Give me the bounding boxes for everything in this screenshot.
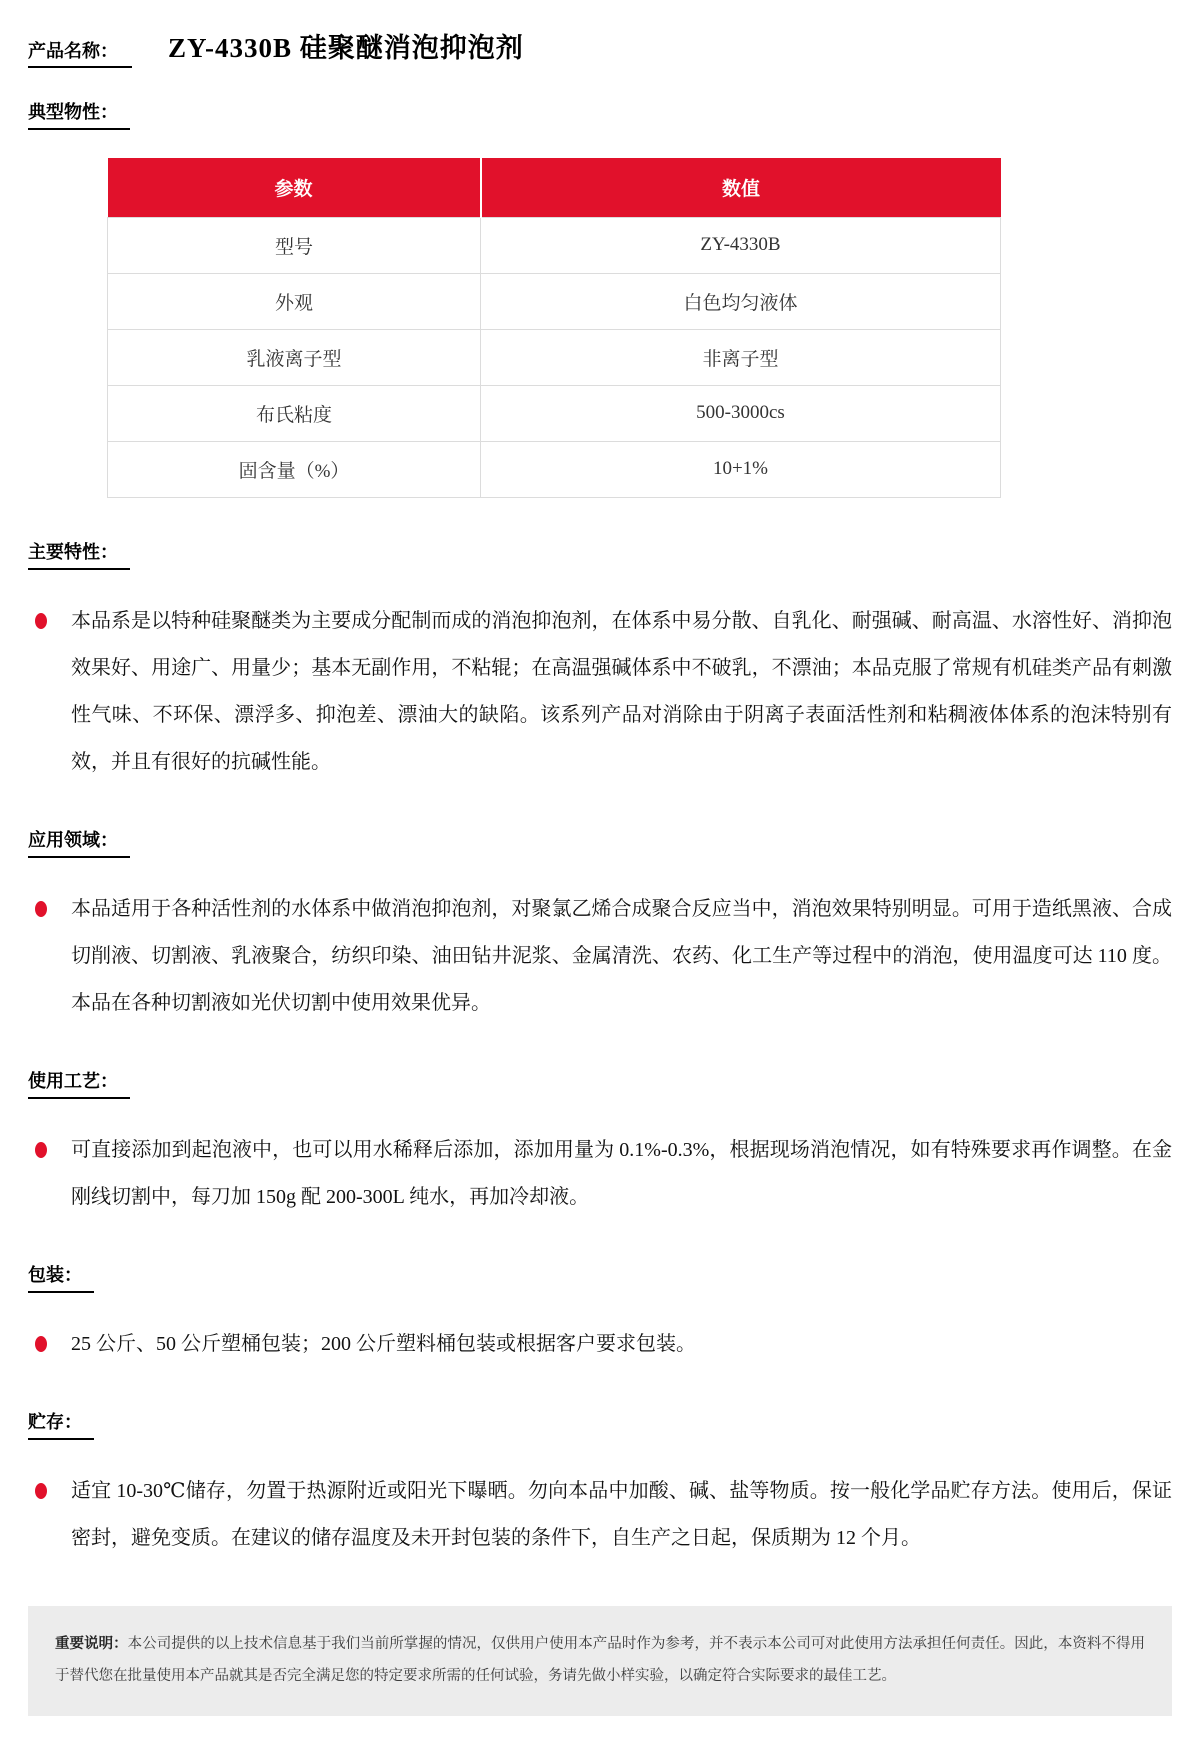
bullet-dot-icon xyxy=(35,1142,47,1158)
section-heading: 主要特性： xyxy=(28,538,130,570)
table-row xyxy=(108,217,1001,273)
parameter-cell: 型号 xyxy=(108,217,481,273)
important-note-label: 重要说明： xyxy=(55,1635,128,1652)
doc-section xyxy=(28,1067,1172,1221)
value-cell: 非离子型 xyxy=(481,329,1001,385)
product-name-value: ZY-4330B 硅聚醚消泡抑泡剂 xyxy=(168,33,524,63)
heading-row xyxy=(28,1261,1172,1293)
parameter-cell: 乳液离子型 xyxy=(108,329,481,385)
important-note-box xyxy=(28,1606,1172,1716)
table-header-value: 数值 xyxy=(481,158,1001,217)
bullet-text: 适宜 10-30℃储存，勿置于热源附近或阳光下曝晒。勿向本品中加酸、碱、盐等物质。按一般化学品贮存方法。使用后，保证密封，避免变质。在建议的储存温度及未开封包装的条件下，自生产之日起，保质期为 12 个月。 xyxy=(71,1479,1172,1549)
section-bullets xyxy=(28,886,1172,1027)
properties-table-body xyxy=(108,217,1001,497)
section-heading: 包装： xyxy=(28,1261,94,1293)
bullet-dot-icon xyxy=(35,613,47,629)
doc-section xyxy=(28,1261,1172,1368)
section-heading: 使用工艺： xyxy=(28,1067,130,1099)
bullet-item xyxy=(28,598,1172,786)
bullet-item xyxy=(28,886,1172,1027)
bullet-dot-icon xyxy=(35,901,47,917)
page-title xyxy=(28,26,1172,68)
table-row xyxy=(108,385,1001,441)
heading-row xyxy=(28,1408,1172,1440)
table-row xyxy=(108,441,1001,497)
doc-section xyxy=(28,538,1172,786)
heading-row xyxy=(28,826,1172,858)
section-heading: 应用领域： xyxy=(28,826,130,858)
table-row xyxy=(108,329,1001,385)
bullet-item xyxy=(28,1127,1172,1221)
value-cell: 500-3000cs xyxy=(481,385,1001,441)
table-row xyxy=(108,273,1001,329)
product-name-label: 产品名称： xyxy=(28,37,132,68)
table-header-row xyxy=(108,158,1001,217)
section-heading: 贮存： xyxy=(28,1408,94,1440)
important-note-text xyxy=(55,1628,1145,1692)
heading-row xyxy=(28,538,1172,570)
bullet-text: 可直接添加到起泡液中，也可以用水稀释后添加，添加用量为 0.1%-0.3%，根据现场消泡情况，如有特殊要求再作调整。在金刚线切割中，每刀加 150g 配 200-300L 纯水，再加冷却液。 xyxy=(71,1138,1172,1208)
doc-section xyxy=(28,826,1172,1027)
parameter-cell: 固含量（%） xyxy=(108,441,481,497)
value-cell: 白色均匀液体 xyxy=(481,273,1001,329)
value-cell: ZY-4330B xyxy=(481,217,1001,273)
heading-row xyxy=(28,1067,1172,1099)
sections xyxy=(28,538,1172,1562)
typical-properties-table xyxy=(107,158,1001,498)
heading-row-typical-properties xyxy=(28,98,1172,130)
bullet-text: 本品系是以特种硅聚醚类为主要成分配制而成的消泡抑泡剂，在体系中易分散、自乳化、耐强碱、耐高温、水溶性好、消抑泡效果好、用途广、用量少；基本无副作用，不粘辊；在高温强碱体系中不破乳，不漂油；本品克服了常规有机硅类产品有刺激性气味、不环保、漂浮多、抑泡差、漂油大的缺陷。该系列产品对消除由于阴离子表面活性剂和粘稠液体体系的泡沫特别有效，并且有很好的抗碱性能。 xyxy=(71,609,1172,773)
section-bullets xyxy=(28,1127,1172,1221)
section-heading-typical-properties: 典型物性： xyxy=(28,98,130,130)
parameter-cell: 外观 xyxy=(108,273,481,329)
bullet-text: 25 公斤、50 公斤塑桶包装；200 公斤塑料桶包装或根据客户要求包装。 xyxy=(71,1332,696,1355)
section-bullets xyxy=(28,1321,1172,1368)
section-bullets xyxy=(28,1468,1172,1562)
bullet-dot-icon xyxy=(35,1336,47,1352)
bullet-item xyxy=(28,1468,1172,1562)
table-header-parameter: 参数 xyxy=(108,158,481,217)
value-cell: 10+1% xyxy=(481,441,1001,497)
bullet-text: 本品适用于各种活性剂的水体系中做消泡抑泡剂，对聚氯乙烯合成聚合反应当中，消泡效果特别明显。可用于造纸黑液、合成切削液、切割液、乳液聚合，纺织印染、油田钻井泥浆、金属清洗、农药、化工生产等过程中的消泡，使用温度可达 110 度。本品在各种切割液如光伏切割中使用效果优异。 xyxy=(71,897,1172,1014)
important-note-body: 本公司提供的以上技术信息基于我们当前所掌握的情况，仅供用户使用本产品时作为参考，并不表示本公司可对此使用方法承担任何责任。因此，本资料不得用于替代您在批量使用本产品就其是否完全满足您的特定要求所需的任何试验，务请先做小样实验，以确定符合实际要求的最佳工艺。 xyxy=(55,1635,1145,1684)
parameter-cell: 布氏粘度 xyxy=(108,385,481,441)
bullet-item xyxy=(28,1321,1172,1368)
section-bullets xyxy=(28,598,1172,786)
doc-section xyxy=(28,1408,1172,1562)
bullet-dot-icon xyxy=(35,1483,47,1499)
